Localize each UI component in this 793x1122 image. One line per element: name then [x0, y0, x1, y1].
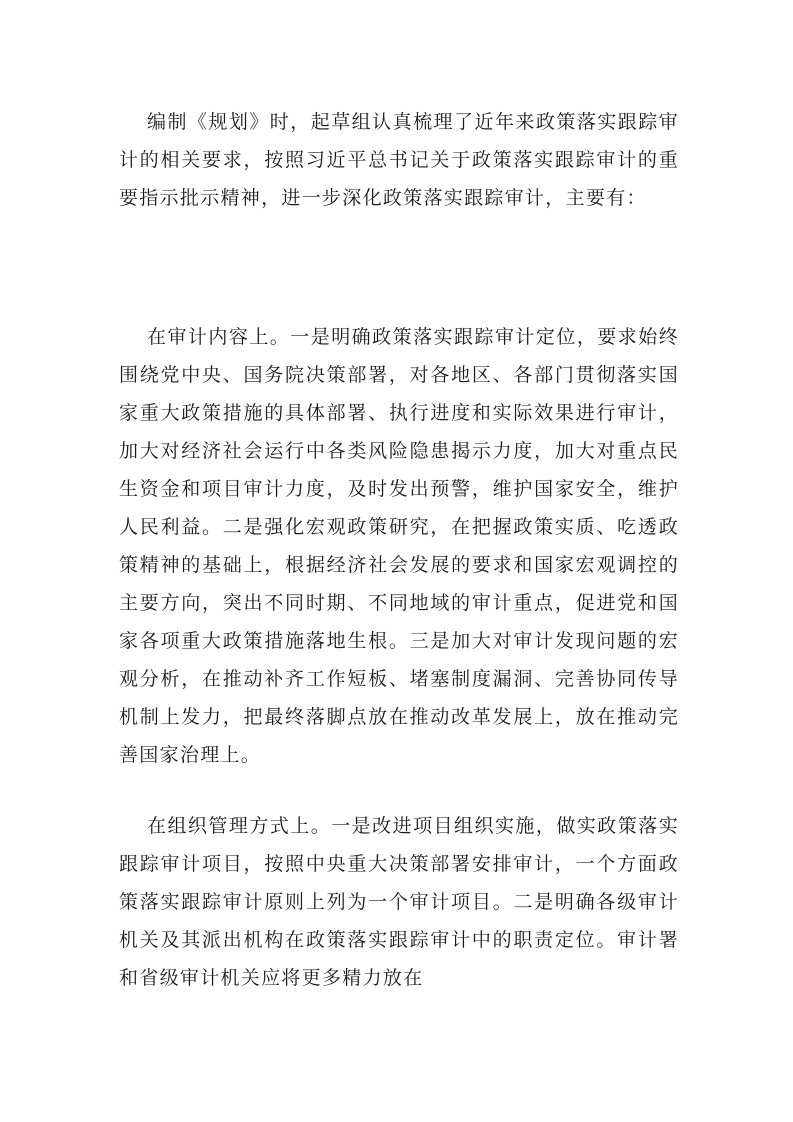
paragraph-organization-management: 在组织管理方式上。一是改进项目组织实施，做实政策落实跟踪审计项目，按照中央重大决策部署安排审计，一个方面政策落实跟踪审计原则上列为一个审计项目。二是明确各级审计机关及其派出机构在政策落实跟踪审计中的职责定位。审计署和省级审计机关应将更多精力放在 — [119, 815, 679, 989]
paragraph-intro: 编制《规划》时，起草组认真梳理了近年来政策落实跟踪审计的相关要求，按照习近平总书记关于政策落实跟踪审计的重要指示批示精神，进一步深化政策落实跟踪审计，主要有： — [119, 111, 679, 209]
paragraph-audit-content: 在审计内容上。一是明确政策落实跟踪审计定位，要求始终围绕党中央、国务院决策部署，对各地区、各部门贯彻落实国家重大政策措施的具体部署、执行进度和实际效果进行审计，加大对经济社会运行中各类风险隐患揭示力度，加大对重点民生资金和项目审计力度，及时发出预警，维护国家安全，维护人民利益。二是强化宏观政策研究，在把握政策实质、吃透政策精神的基础上，根据经济社会发展的要求和国家宏观调控的主要方向，突出不同时期、不同地域的审计重点，促进党和国家各项重大政策措施落地生根。三是加大对审计发现问题的宏观分析，在推动补齐工作短板、堵塞制度漏洞、完善协同传导机制上发力，把最终落脚点放在推动改革发展上，放在推动完善国家治理上。 — [119, 326, 679, 766]
